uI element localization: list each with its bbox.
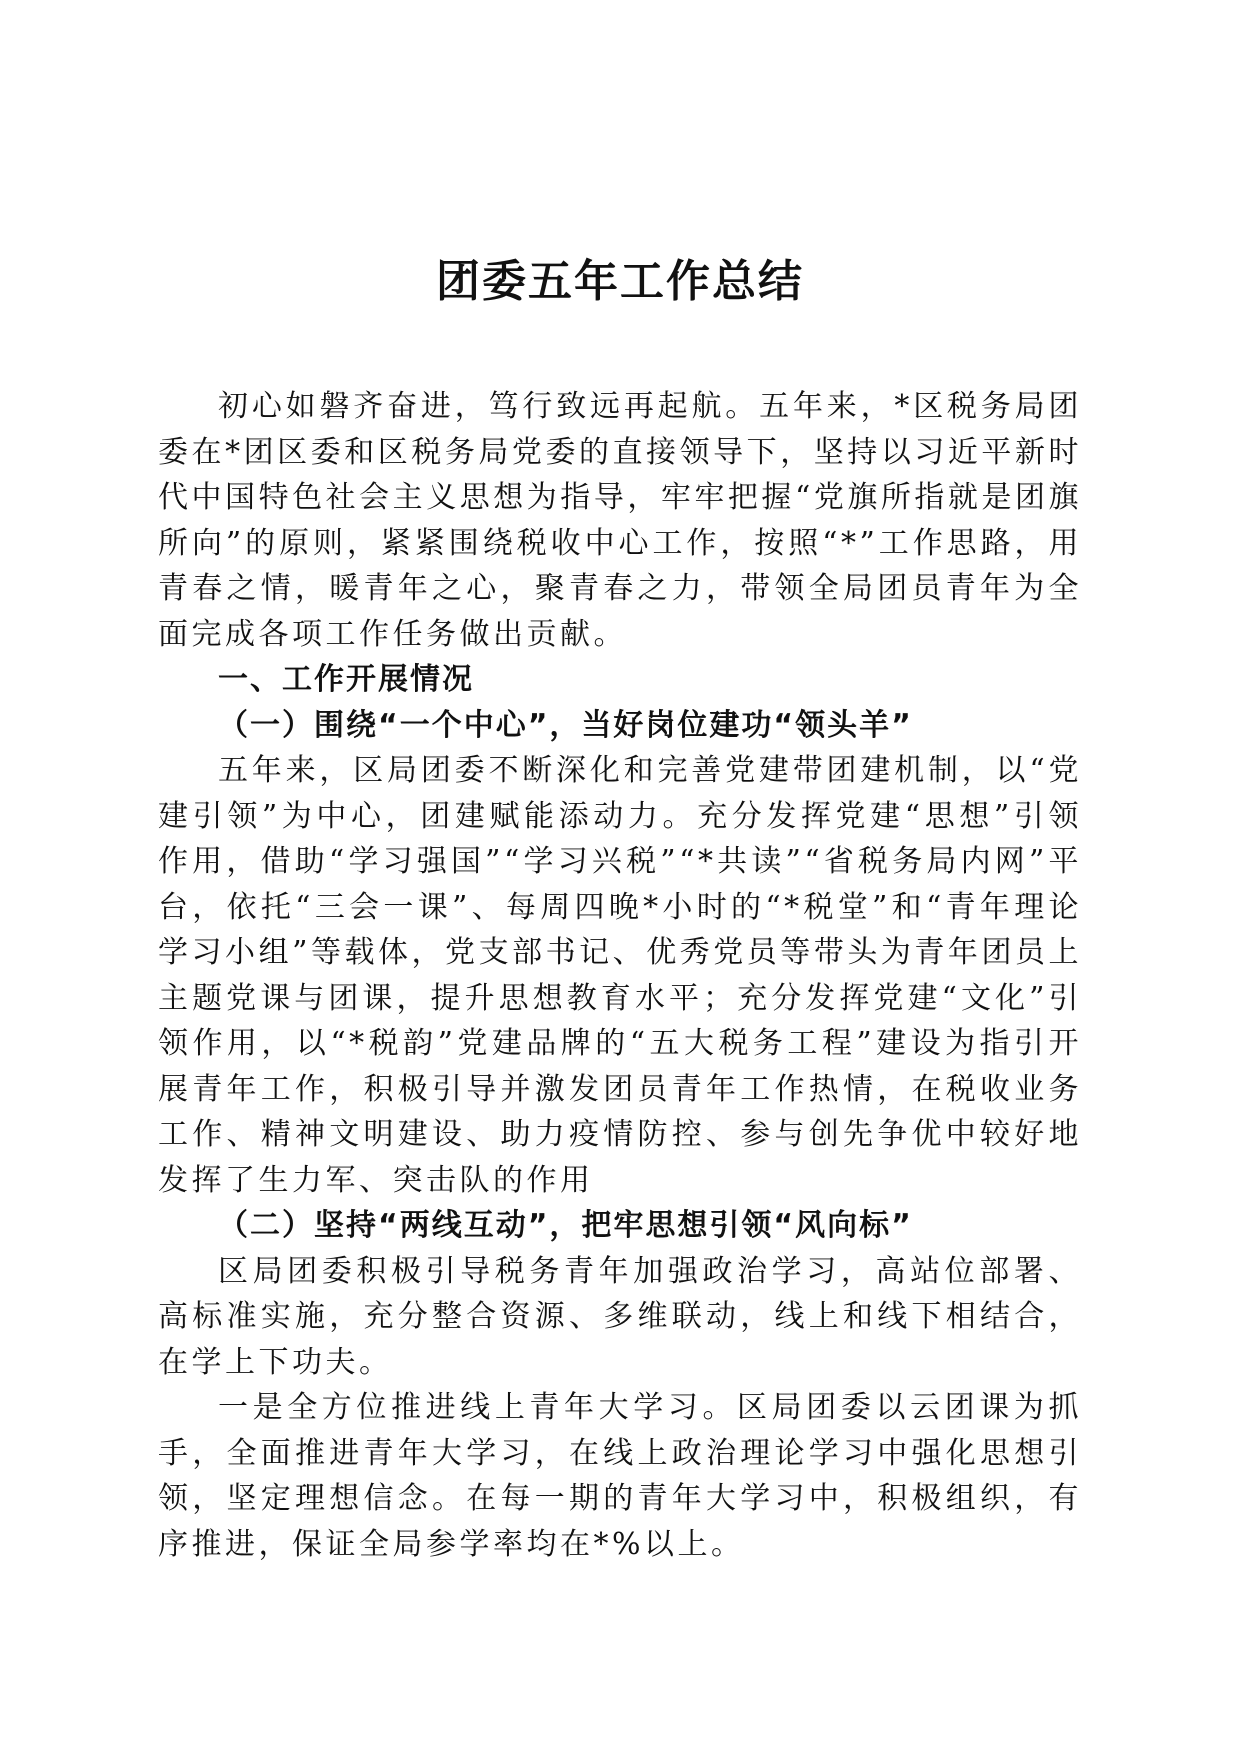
intro-paragraph: 初心如磐齐奋进，笃行致远再起航。五年来，*区税务局团委在*团区委和区税务局党委的直接领导下，坚持以习近平新时代中国特色社会主义思想为指导，牢牢把握“党旗所指就是团旗所向”的原则，紧紧围绕税收中心工作，按照“*”工作思路，用青春之情，暖青年之心，聚青春之力，带领全局团员青年为全面完成各项工作任务做出贡献。: [158, 389, 1082, 652]
paragraph-online-youth-study: 一是全方位推进线上青年大学习。区局团委以云团课为抓手，全面推进青年大学习，在线上政治理论学习中强化思想引领，坚定理想信念。在每一期的青年大学习中，积极组织，有序推进，保证全局参学率均在*%以上。: [158, 1390, 1082, 1562]
paragraph-party-building: 五年来，区局团委不断深化和完善党建带团建机制，以“党建引领”为中心，团建赋能添动力。充分发挥党建“思想”引领作用，借助“学习强国”“学习兴税”“*共读”“省税务局内网”平台，依托“三会一课”、每周四晚*小时的“*税堂”和“青年理论学习小组”等载体，党支部书记、优秀党员等带头为青年团员上主题党课与团课，提升思想教育水平；充分发挥党建“文化”引领作用，以“*税韵”党建品牌的“五大税务工程”建设为指引开展青年工作，积极引导并激发团员青年工作热情，在税收业务工作、精神文明建设、助力疫情防控、参与创先争优中较好地发挥了生力军、突击队的作用: [158, 753, 1082, 1198]
document-title: 团委五年工作总结: [436, 256, 804, 307]
document-body: [158, 384, 1082, 1567]
subsection-heading-two-lines: （二）坚持“两线互动”，把牢思想引领“风向标”: [218, 1208, 913, 1243]
section-heading-work-progress: 一、工作开展情况: [218, 662, 474, 697]
paragraph-political-study: 区局团委积极引导税务青年加强政治学习，高站位部署、高标准实施，充分整合资源、多维联动，线上和线下相结合，在学上下功夫。: [158, 1253, 1082, 1380]
subsection-heading-one-center: （一）围绕“一个中心”，当好岗位建功“领头羊”: [218, 707, 913, 743]
